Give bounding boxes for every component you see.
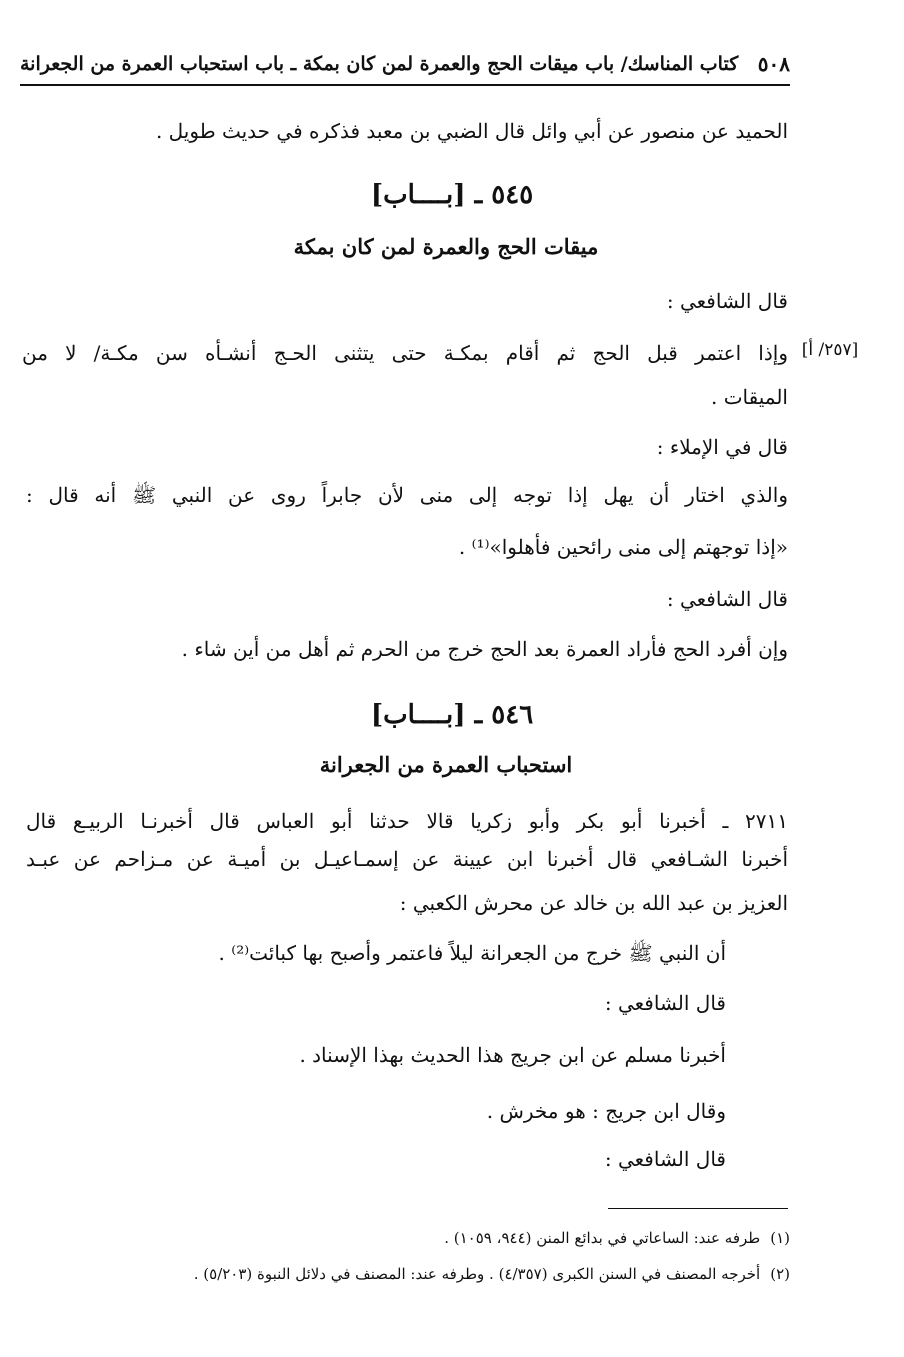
footnote-text: طرفه عند: الساعاتي في بدائع المنن (٩٤٤، ١٠٥٩) . [444, 1229, 761, 1247]
text-line: قال الشافعي : [604, 1147, 726, 1171]
text-line: قال الشافعي : [666, 289, 788, 313]
text-line: وقال ابن جريج : هو مخرش . [486, 1099, 726, 1123]
text-line: قال في الإملاء : [656, 435, 788, 459]
text-line: وإذا اعتمر قبل الحج ثم أقام بمكـة حتى يتثنى الحـج أنشـأه سن مكـة/ لا من [22, 341, 788, 365]
chapter-546-title: استحباب العمرة من الجعرانة [319, 752, 573, 777]
text-line: والذي اختار أن يهل إذا توجه إلى منى لأن جابراً روى عن النبي ﷺ أنه قال : [26, 483, 788, 507]
text-line: أخبرنا مسلم عن ابن جريج هذا الحديث بهذا الإسناد . [299, 1043, 726, 1067]
text-line: العزيز بن عبد الله بن خالد عن محرش الكعبي : [399, 891, 788, 915]
running-title: كتاب المناسك/ باب ميقات الحج والعمرة لمن كان بمكة ـ باب استحباب العمرة من الجعرانة [20, 53, 739, 75]
footnote-marker: (٢) [770, 1265, 790, 1283]
footnote-2 [40, 1262, 790, 1286]
chapter-546-number: ٥٤٦ ـ [بــــاب] [370, 700, 534, 730]
footnote-1 [40, 1226, 790, 1250]
text-line: ٢٧١١ ـ أخبرنا أبو بكر وأبو زكريا قالا حدثنا أبو العباس قال أخبرنـا الربيـع قال [26, 809, 788, 833]
footnote-marker: (١) [770, 1229, 790, 1247]
text-line: أن النبي ﷺ خرج من الجعرانة ليلاً فاعتمر وأصبح بها كبائت⁽²⁾ . [218, 941, 726, 965]
text-line: قال الشافعي : [666, 587, 788, 611]
page-number: ٥٠٨ [757, 52, 790, 76]
footnote-separator [608, 1208, 788, 1209]
chapter-545-title: ميقات الحج والعمرة لمن كان بمكة [293, 234, 599, 259]
text-line: الميقات . [710, 385, 788, 409]
text-line: «إذا توجهتم إلى منى رائحين فأهلوا»⁽¹⁾ . [458, 535, 788, 559]
text-line: أخبرنا الشـافعي قال أخبرنا ابن عيينة عن إسمـاعيـل بن أميـة عن مـزاحم عن عبـد [26, 847, 788, 871]
text-line: وإن أفرد الحج فأراد العمرة بعد الحج خرج من الحرم ثم أهل من أين شاء . [181, 637, 788, 661]
footnote-text: أخرجه المصنف في السنن الكبرى (٤/٣٥٧) . وطرفه عند: المصنف في دلائل النبوة (٥/٢٠٣) . [193, 1265, 761, 1283]
page-header [20, 44, 790, 86]
text-line: قال الشافعي : [604, 991, 726, 1015]
chapter-545-number: ٥٤٥ ـ [بــــاب] [370, 180, 534, 210]
margin-folio-note: [٢٥٧/ أ] [801, 340, 859, 360]
text-line: الحميد عن منصور عن أبي وائل قال الضبي بن معبد فذكره في حديث طويل . [155, 119, 788, 143]
